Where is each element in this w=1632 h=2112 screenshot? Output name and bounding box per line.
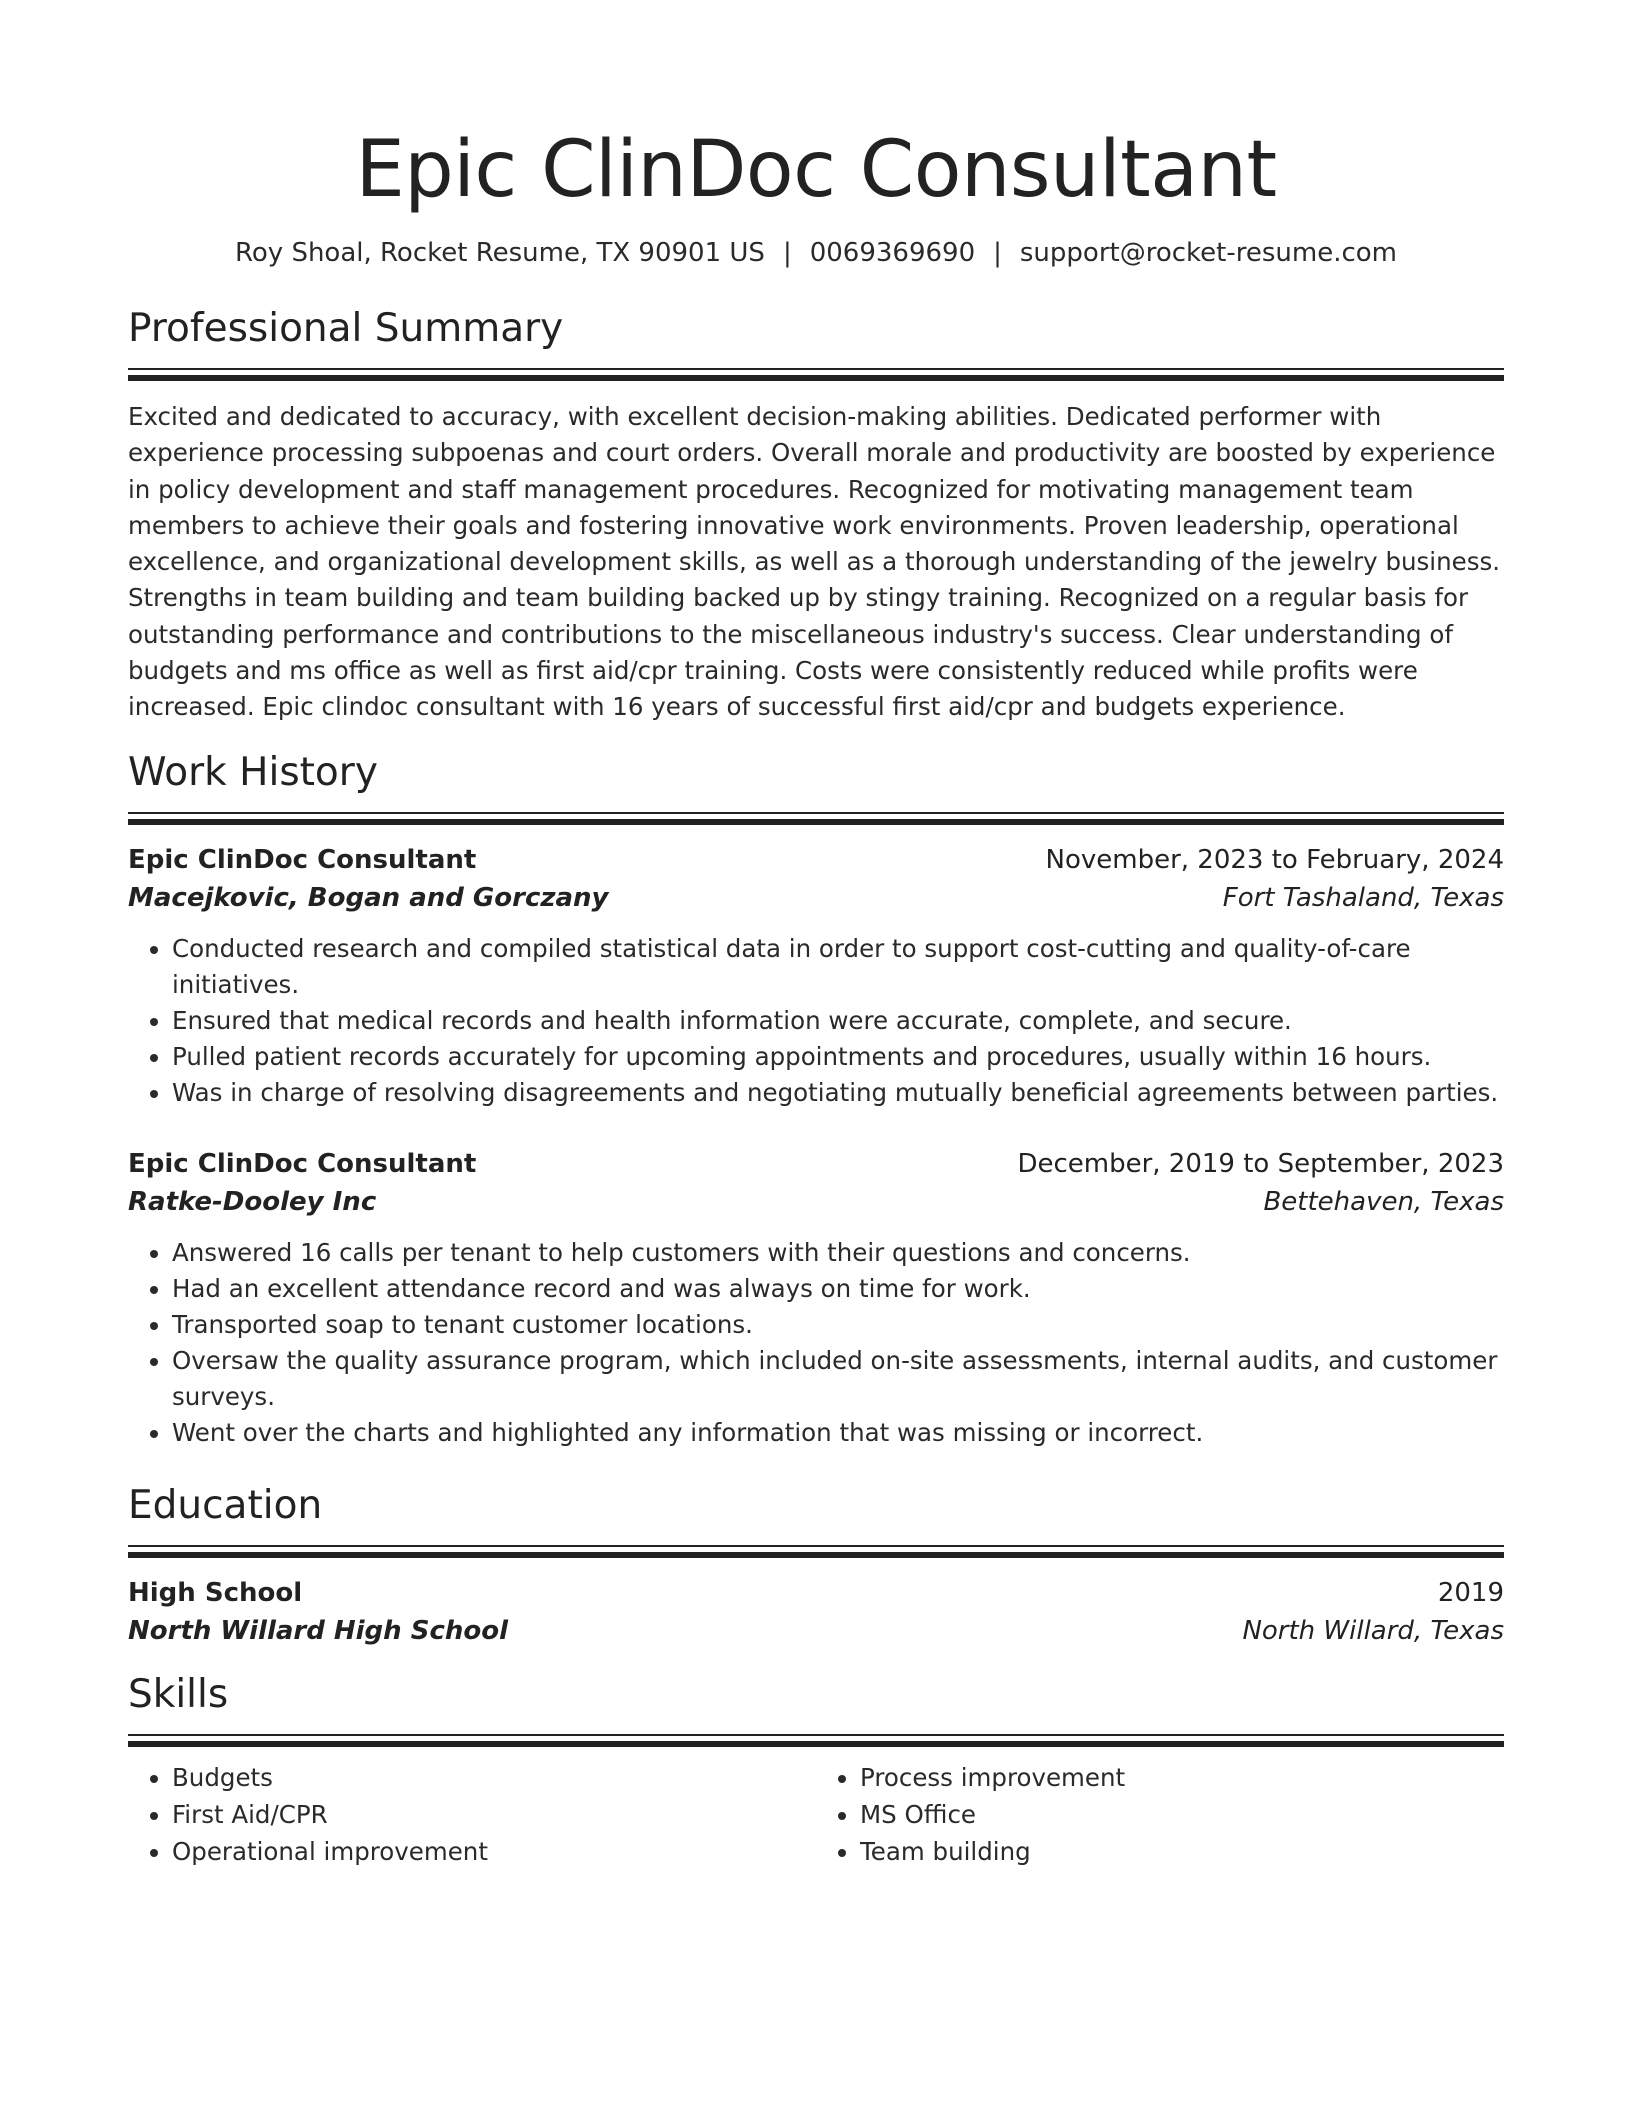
section-divider-thick bbox=[128, 1741, 1504, 1747]
section-divider bbox=[128, 368, 1504, 370]
skills-list-left bbox=[128, 1759, 816, 1870]
job-bullets bbox=[128, 931, 1504, 1111]
education-year: 2019 bbox=[1437, 1577, 1504, 1608]
section-title-skills: Skills bbox=[128, 1671, 229, 1717]
section-title-education: Education bbox=[128, 1482, 323, 1528]
skill-item: • First Aid/CPR bbox=[172, 1796, 816, 1833]
job-bullets bbox=[128, 1235, 1504, 1451]
education-section bbox=[128, 1481, 1504, 1650]
job-title: Epic ClinDoc Consultant bbox=[128, 1148, 477, 1179]
job-subheader bbox=[128, 879, 1504, 917]
education-subheader bbox=[128, 1612, 1504, 1650]
job-location: Bettehaven, Texas bbox=[1263, 1186, 1504, 1217]
section-divider bbox=[128, 812, 1504, 814]
contact-separator: | bbox=[993, 238, 1002, 268]
job-entry bbox=[128, 841, 1504, 1111]
section-divider-thick bbox=[128, 1552, 1504, 1558]
work-history-section bbox=[128, 748, 1504, 1451]
job-company: Macejkovic, Bogan and Gorczany bbox=[128, 882, 609, 913]
job-company: Ratke-Dooley Inc bbox=[128, 1186, 377, 1217]
job-bullet: • Had an excellent attendance record and was always on time for work. bbox=[172, 1271, 1504, 1307]
skill-item: • Process improvement bbox=[860, 1759, 1504, 1796]
job-bullet: • Pulled patient records accurately for upcoming appointments and procedures, usually within 16 hours. bbox=[172, 1039, 1504, 1075]
skills-section bbox=[128, 1670, 1504, 1870]
education-location: North Willard, Texas bbox=[1242, 1615, 1504, 1646]
job-bullet: • Oversaw the quality assurance program, which included on-site assessments, internal audits, and customer surveys. bbox=[172, 1343, 1504, 1415]
contact-phone: 0069369690 bbox=[809, 238, 976, 268]
skill-item: • MS Office bbox=[860, 1796, 1504, 1833]
job-title: Epic ClinDoc Consultant bbox=[128, 844, 477, 875]
job-entry bbox=[128, 1145, 1504, 1451]
contact-separator: | bbox=[782, 238, 792, 268]
resume-name: Epic ClinDoc Consultant bbox=[355, 125, 1277, 215]
summary-text: Excited and dedicated to accuracy, with excellent decision-making abilities. Dedicated performer with experience processing subpoenas and court orders. Overall morale and productivity are boosted by experience in policy development and staff management procedures. Recognized for motivating management team members to achieve their goals and fostering innovative work environments. Proven leadership, operational excellence, and organizational development skills, as well as a thorough understanding of the jewelry business. Strengths in team building and team building backed up by stingy training. Recognized on a regular basis for outstanding performance and contributions to the miscellaneous industry's success. Clear understanding of budgets and ms office as well as first aid/cpr training. Costs were consistently reduced while profits were increased. Epic clindoc consultant with 16 years of successful first aid/cpr and budgets experience. bbox=[128, 402, 1501, 722]
section-divider-thick bbox=[128, 375, 1504, 381]
section-divider bbox=[128, 1545, 1504, 1547]
section-divider bbox=[128, 1734, 1504, 1736]
job-subheader bbox=[128, 1183, 1504, 1221]
job-header bbox=[128, 1145, 1504, 1183]
education-entry bbox=[128, 1574, 1504, 1650]
job-bullet: • Answered 16 calls per tenant to help customers with their questions and concerns. bbox=[172, 1235, 1504, 1271]
job-header bbox=[128, 841, 1504, 879]
job-bullet: • Conducted research and compiled statistical data in order to support cost-cutting and quality-of-care initiatives. bbox=[172, 931, 1504, 1003]
skills-list-right bbox=[816, 1759, 1504, 1870]
section-title-summary: Professional Summary bbox=[128, 306, 564, 351]
job-bullet: • Ensured that medical records and health information were accurate, complete, and secure. bbox=[172, 1003, 1504, 1039]
job-dates: November, 2023 to February, 2024 bbox=[1045, 844, 1504, 875]
contact-address: Roy Shoal, Rocket Resume, TX 90901 US bbox=[234, 238, 765, 268]
section-divider-thick bbox=[128, 819, 1504, 825]
skills-columns bbox=[128, 1759, 1504, 1870]
education-degree: High School bbox=[128, 1577, 303, 1608]
contact-line bbox=[128, 236, 1504, 270]
summary-section bbox=[128, 304, 1504, 726]
job-dates: December, 2019 to September, 2023 bbox=[1017, 1148, 1504, 1179]
skill-item: • Team building bbox=[860, 1833, 1504, 1870]
skill-item: • Operational improvement bbox=[172, 1833, 816, 1870]
education-header bbox=[128, 1574, 1504, 1612]
job-bullet: • Went over the charts and highlighted any information that was missing or incorrect. bbox=[172, 1415, 1504, 1451]
education-school: North Willard High School bbox=[128, 1615, 509, 1646]
contact-email[interactable]: support@rocket-resume.com bbox=[1019, 238, 1397, 268]
job-bullet: • Was in charge of resolving disagreements and negotiating mutually beneficial agreements between parties. bbox=[172, 1075, 1504, 1111]
skill-item: • Budgets bbox=[172, 1759, 816, 1796]
section-title-work: Work History bbox=[128, 749, 378, 795]
job-location: Fort Tashaland, Texas bbox=[1222, 882, 1504, 913]
job-bullet: • Transported soap to tenant customer locations. bbox=[172, 1307, 1504, 1343]
